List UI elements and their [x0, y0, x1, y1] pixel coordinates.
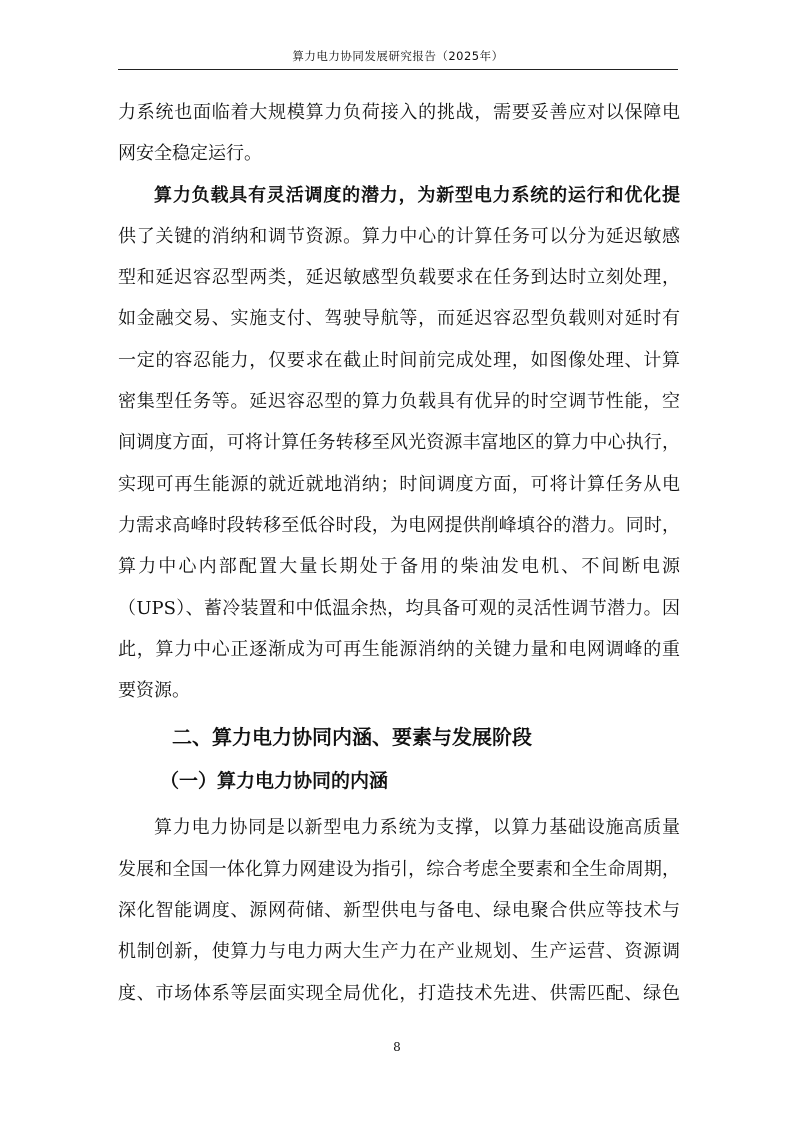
running-header: 算力电力协同发展研究报告（2025年）: [292, 49, 504, 63]
paragraph-definition: [118, 807, 680, 1013]
text-line: （UPS）、蓄冷装置和中低温余热，均具备可观的灵活性调节潜力。因: [118, 597, 680, 619]
text-line: 机制创新，使算力与电力两大生产力在产业规划、生产运营、资源调: [118, 941, 680, 963]
text-line: 要资源。: [118, 680, 190, 702]
text-line: 密集型任务等。延迟容忍型的算力负载具有优异的时空调节性能，空: [118, 391, 680, 413]
text-line: 度、市场体系等层面实现全局优化，打造技术先进、供需匹配、绿色: [118, 982, 680, 1004]
text-line: 网安全稳定运行。: [118, 143, 262, 165]
page-body: [118, 92, 680, 1014]
text-line: 间调度方面，可将计算任务转移至风光资源丰富地区的算力中心执行，: [118, 432, 680, 454]
text-line: 此，算力中心正逐渐成为可再生能源消纳的关键力量和电网调峰的重: [118, 638, 680, 660]
text-line: 力需求高峰时段转移至低谷时段，为电网提供削峰填谷的潜力。同时，: [118, 514, 680, 536]
text-line: 型和延迟容忍型两类，延迟敏感型负载要求在任务到达时立刻处理，: [118, 267, 680, 289]
page-number: 8: [393, 1040, 401, 1054]
text-line: 如金融交易、实施支付、驾驶导航等，而延迟容忍型负载则对延时有: [118, 308, 680, 330]
text-line: 发展和全国一体化算力网建设为指引，综合考虑全要素和全生命周期，: [118, 858, 680, 880]
paragraph-continuation: [118, 92, 680, 175]
paragraph-flexible-scheduling: [118, 175, 680, 712]
text-line: 算力中心内部配置大量长期处于备用的柴油发电机、不间断电源: [118, 556, 680, 578]
text-line: 一定的容忍能力，仅要求在截止时间前完成处理，如图像处理、计算: [118, 349, 680, 371]
text-line: 供了关键的消纳和调节资源。算力中心的计算任务可以分为延迟敏感: [118, 225, 680, 247]
text-line: 算力电力协同是以新型电力系统为支撑，以算力基础设施高质量: [154, 817, 680, 839]
section-heading: 二、算力电力协同内涵、要素与发展阶段: [172, 725, 532, 750]
header-rule: [118, 69, 678, 70]
text-line: 实现可再生能源的就近就地消纳；时间调度方面，可将计算任务从电: [118, 473, 680, 495]
text-line: 深化智能调度、源网荷储、新型供电与备电、绿电聚合供应等技术与: [118, 900, 680, 922]
text-line: 算力负载具有灵活调度的潜力，为新型电力系统的运行和优化提: [154, 184, 680, 206]
text-line: 力系统也面临着大规模算力负荷接入的挑战，需要妥善应对以保障电: [118, 102, 680, 123]
subsection-heading: （一）算力电力协同的内涵: [160, 770, 389, 793]
